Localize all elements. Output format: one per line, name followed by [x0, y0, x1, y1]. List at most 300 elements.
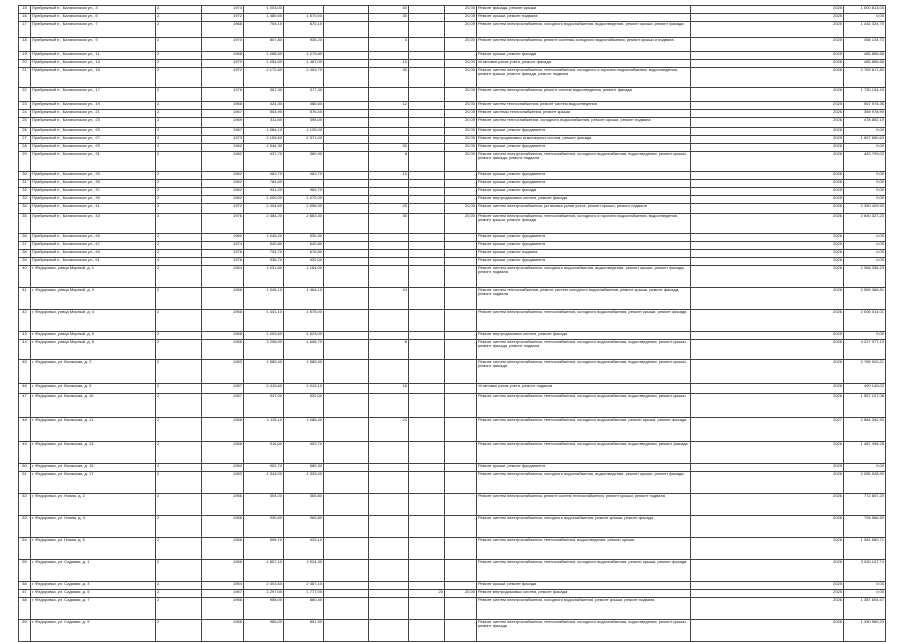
cell-cost: 2 463,70 [284, 68, 324, 88]
cell-col9: 20,00 [445, 110, 477, 118]
cell-col7 [369, 136, 409, 144]
cell-sum: 1 432 324,75 [844, 22, 886, 38]
cell-sum: 1 697 650,63 [844, 136, 886, 144]
cell-address: Прибрежный п., Балахонская ул., 47 [31, 242, 156, 250]
cell-sum: 4 227 077,10 [844, 340, 886, 360]
table-row [19, 258, 886, 266]
cell-address: Прибрежный п., Балахонская ул., 43 [31, 214, 156, 234]
cell-n: 47 [19, 394, 31, 418]
cell-floors: 2 [156, 110, 202, 118]
cell-cost: 1 777,00 [284, 590, 324, 598]
cell-floors: 2 [156, 188, 202, 196]
cell-col8 [409, 110, 445, 118]
cell-cost: 2 658,90 [284, 204, 324, 214]
cell-year: 1967 [202, 110, 244, 118]
cell-year: 1953 [202, 472, 244, 494]
cell-works: Ремонт крыши, ремонт фундамента [477, 180, 691, 188]
cell-area: 367,30 [244, 88, 284, 102]
cell-sum: 3 030 107,74 [844, 560, 886, 582]
cell-works: Установка узлов учета, ремонт подвала [477, 384, 691, 394]
cell-year: 1957 [202, 384, 244, 394]
cell-year: 1974 [202, 6, 244, 14]
table-row [19, 340, 886, 360]
cell-area: 330,60 [244, 516, 284, 538]
cell-col6 [324, 118, 369, 128]
cell-col7 [369, 472, 409, 494]
cell-n: 53 [19, 516, 31, 538]
cell-col7 [369, 196, 409, 204]
cell-col6 [324, 196, 369, 204]
cell-cost: 1 086,40 [284, 418, 324, 442]
cell-area: 986,00 [244, 620, 284, 642]
table-row [19, 196, 886, 204]
table-row [19, 102, 886, 110]
table-row [19, 464, 886, 472]
cell-sum: 1 387 604,47 [844, 598, 886, 620]
cell-col8 [409, 538, 445, 560]
cell-sum: 443 799,03 [844, 152, 886, 172]
cell-sum: 2 368 336,23 [844, 266, 886, 288]
cell-col7 [369, 394, 409, 418]
table-row [19, 38, 886, 52]
cell-col8 [409, 196, 445, 204]
table-row [19, 310, 886, 332]
cell-works: Ремонт систем электроснабжения, теплоснабжения, холодного водоснабжения, ремонт крыши, ремонт фасада [477, 418, 691, 442]
cell-works: Ремонт крыши, ремонт фундамента [477, 172, 691, 180]
cell-col9 [445, 494, 477, 516]
table-row [19, 234, 886, 242]
cell-col6 [324, 180, 369, 188]
cell-col6 [324, 22, 369, 38]
cell-col7 [369, 118, 409, 128]
cell-col6 [324, 310, 369, 332]
cell-col7 [369, 464, 409, 472]
cell-sum: 2 006 014,01 [844, 310, 886, 332]
cell-sum: 2 350 429,90 [844, 204, 886, 214]
cell-address: г. Федоровка, ул. Садовая, д. 3 [31, 582, 156, 590]
cell-col6 [324, 204, 369, 214]
cell-cost: 880,40 [284, 598, 324, 620]
cell-deadline: 2026 [691, 516, 844, 538]
cell-area: 424,30 [244, 102, 284, 110]
cell-works: Ремонт систем электроснабжения, теплоснабжения, холодного водоснабжения, водоотведения, ремонт крыши, ремонт фасада [477, 360, 691, 384]
cell-floors: 3 [156, 204, 202, 214]
cell-area: 1 000,00 [244, 196, 284, 204]
table-row [19, 288, 886, 310]
cell-floors: 2 [156, 418, 202, 442]
cell-address: г. Федоровка, ул. Новая, д. 2 [31, 494, 156, 516]
cell-area: 1 084,10 [244, 128, 284, 136]
cell-col9: 20,00 [445, 152, 477, 172]
cell-works: Ремонт систем электроснабжения, ремонт систем теплоснабжения, ремонт крыши, ремонт подвала [477, 494, 691, 516]
cell-col7 [369, 582, 409, 590]
cell-sum: 2 789 920,21 [844, 360, 886, 384]
cell-col6 [324, 250, 369, 258]
cell-sum: 1 730 134,43 [844, 88, 886, 102]
cell-address: г. Федоровка, ул. Садовая, д. 9 [31, 620, 156, 642]
cell-year: 1950 [202, 464, 244, 472]
cell-works: Ремонт систем электроснабжения, теплоснабжения, холодного водоснабжения, водоотведения, ремонт крыши [477, 394, 691, 418]
cell-col9 [445, 516, 477, 538]
cell-col8 [409, 442, 445, 464]
cell-col8 [409, 68, 445, 88]
cell-cost [284, 6, 324, 14]
cell-col8 [409, 464, 445, 472]
cell-col8 [409, 394, 445, 418]
cell-deadline: 2025 [691, 464, 844, 472]
cell-col7 [369, 494, 409, 516]
cell-floors: 2 [156, 68, 202, 88]
cell-col7 [369, 258, 409, 266]
cell-col8 [409, 136, 445, 144]
cell-floors: 2 [156, 494, 202, 516]
cell-cost [284, 180, 324, 188]
cell-floors: 2 [156, 266, 202, 288]
cell-address: г. Федоровка, улица Мирный, д. 3 [31, 288, 156, 310]
cell-year: 1972 [202, 68, 244, 88]
cell-sum: 0,00 [844, 188, 886, 196]
cell-cost: 365,80 [284, 516, 324, 538]
cell-n: 22 [19, 88, 31, 102]
cell-year: 1976 [202, 214, 244, 234]
cell-works: Ремонт внутридомовых систем, ремонт фасада [477, 332, 691, 340]
cell-col9 [445, 52, 477, 60]
cell-floors: 2 [156, 582, 202, 590]
cell-year: 1976 [202, 88, 244, 102]
cell-sum: 2 763 617,80 [844, 68, 886, 88]
cell-cost: 433,10 [284, 538, 324, 560]
cell-sum: 1 081 589,71 [844, 538, 886, 560]
cell-col6 [324, 152, 369, 172]
cell-area: 2 484,20 [244, 214, 284, 234]
cell-year: 1968 [202, 52, 244, 60]
table-row [19, 590, 886, 598]
cell-col7 [369, 188, 409, 196]
cell-n: 50 [19, 464, 31, 472]
table-row [19, 52, 886, 60]
cell-col8 [409, 332, 445, 340]
cell-address: г. Федоровка, улица Мирный, д. 4 [31, 310, 156, 332]
cell-cost: 969,70 [284, 188, 324, 196]
cell-sum: 0,00 [844, 14, 886, 22]
cell-works: Ремонт внутридомовых инженерных систем, ремонт фасада [477, 136, 691, 144]
cell-n: 55 [19, 560, 31, 582]
cell-col6 [324, 128, 369, 136]
cell-cost: 870,10 [284, 22, 324, 38]
cell-area: 807,80 [244, 38, 284, 52]
cell-col6 [324, 360, 369, 384]
cell-col7 [369, 442, 409, 464]
cell-col8 [409, 22, 445, 38]
table-row [19, 250, 886, 258]
table-row [19, 598, 886, 620]
cell-works: Ремонт систем электроснабжения, теплоснабжения, холодного водоснабжения, ремонт крыши, ремонт фасада [477, 310, 691, 332]
cell-area: 2 403,60 [244, 582, 284, 590]
cell-sum: 0,00 [844, 234, 886, 242]
cell-floors: 2 [156, 152, 202, 172]
cell-floors: 2 [156, 22, 202, 38]
cell-col9: 20,00 [445, 204, 477, 214]
cell-floors: 2 [156, 14, 202, 22]
cell-works: Ремонт крыши, ремонт фасада [477, 582, 691, 590]
cell-sum: 772 607,20 [844, 494, 886, 516]
cell-n: 15 [19, 6, 31, 14]
cell-cost: 935,20 [284, 38, 324, 52]
cell-col9 [445, 340, 477, 360]
cell-col7: 24 [369, 418, 409, 442]
cell-n: 18 [19, 38, 31, 52]
cell-deadline: 2026 [691, 394, 844, 418]
cell-address: г. Федоровка, ул. Новая, д. 4 [31, 516, 156, 538]
cell-works: Ремонт крыши, ремонт фундамента [477, 464, 691, 472]
table-row [19, 442, 886, 464]
cell-deadline: 2026 [691, 152, 844, 172]
cell-col7: 30 [369, 14, 409, 22]
cell-cost: 432,00 [284, 258, 324, 266]
cell-address: г. Федоровка, ул. Садовая, д. 1 [31, 560, 156, 582]
cell-n: 30 [19, 172, 31, 180]
cell-col6 [324, 494, 369, 516]
cell-n: 21 [19, 68, 31, 88]
cell-floors: 2 [156, 242, 202, 250]
cell-deadline: 2025 [691, 52, 844, 60]
cell-sum: 478 852,19 [844, 118, 886, 128]
cell-floors: 2 [156, 196, 202, 204]
housing-table [18, 5, 886, 642]
cell-floors: 2 [156, 288, 202, 310]
cell-area: 2 297,00 [244, 590, 284, 598]
cell-area: 2 106,60 [244, 136, 284, 144]
cell-cost: 2 487,10 [284, 582, 324, 590]
cell-sum: 456 134,73 [844, 38, 886, 52]
cell-deadline: 2026 [691, 118, 844, 128]
cell-area: 2 404,60 [244, 204, 284, 214]
cell-cost: 453,70 [284, 442, 324, 464]
table-row [19, 242, 886, 250]
cell-col9: 20,00 [445, 88, 477, 102]
cell-floors: 2 [156, 598, 202, 620]
cell-col7: 30 [369, 144, 409, 152]
cell-address: Прибрежный п., Балахонская ул., 7 [31, 22, 156, 38]
cell-col6 [324, 6, 369, 14]
table-row [19, 68, 886, 88]
cell-address: г. Федоровка, ул. Волжская, д. 11 [31, 418, 156, 442]
cell-n: 54 [19, 538, 31, 560]
table-row [19, 88, 886, 102]
table-row [19, 538, 886, 560]
cell-col7 [369, 88, 409, 102]
cell-address: Прибрежный п., Балахонская ул., 33 [31, 172, 156, 180]
cell-col8 [409, 472, 445, 494]
table-row [19, 152, 886, 172]
cell-year: 1956 [202, 598, 244, 620]
cell-col9: 20,00 [445, 128, 477, 136]
cell-col9 [445, 172, 477, 180]
cell-floors: 2 [156, 332, 202, 340]
cell-deadline: 2026 [691, 310, 844, 332]
cell-area: 1 045,20 [244, 234, 284, 242]
cell-col8 [409, 384, 445, 394]
cell-n: 56 [19, 582, 31, 590]
cell-col7: 30 [369, 68, 409, 88]
cell-n: 58 [19, 598, 31, 620]
cell-works: Ремонт крыши, ремонт подвала [477, 14, 691, 22]
spreadsheet [18, 5, 885, 642]
cell-n: 17 [19, 22, 31, 38]
cell-area: 553,90 [244, 110, 284, 118]
cell-sum: 1 500 813,00 [844, 6, 886, 14]
cell-col6 [324, 332, 369, 340]
cell-col7: 10 [369, 60, 409, 68]
cell-col6 [324, 442, 369, 464]
cell-n: 43 [19, 332, 31, 340]
cell-deadline: 2025 [691, 332, 844, 340]
cell-col7 [369, 598, 409, 620]
cell-col8 [409, 152, 445, 172]
cell-n: 25 [19, 118, 31, 128]
cell-n: 32 [19, 188, 31, 196]
cell-col9 [445, 310, 477, 332]
cell-col9 [445, 384, 477, 394]
cell-col8 [409, 418, 445, 442]
cell-deadline: 2026 [691, 472, 844, 494]
cell-col8 [409, 188, 445, 196]
cell-area: 947,00 [244, 394, 284, 418]
cell-col7: 8 [369, 152, 409, 172]
cell-area: 916,00 [244, 442, 284, 464]
cell-col9: 20,00 [445, 14, 477, 22]
cell-floors: 2 [156, 52, 202, 60]
cell-n: 39 [19, 258, 31, 266]
table-row [19, 6, 886, 14]
table-row [19, 22, 886, 38]
cell-deadline: 2026 [691, 214, 844, 234]
cell-deadline: 2026 [691, 234, 844, 242]
cell-area: 754,10 [244, 22, 284, 38]
cell-floors: 2 [156, 234, 202, 242]
cell-col7 [369, 250, 409, 258]
cell-deadline: 2026 [691, 180, 844, 188]
cell-col8 [409, 340, 445, 360]
cell-sum: 0,00 [844, 128, 886, 136]
cell-deadline: 2026 [691, 172, 844, 180]
cell-deadline: 2025 [691, 196, 844, 204]
cell-col8 [409, 60, 445, 68]
cell-cost: 1 464,10 [284, 288, 324, 310]
cell-floors: 2 [156, 538, 202, 560]
cell-deadline: 2026 [691, 250, 844, 258]
cell-year: 1962 [202, 152, 244, 172]
cell-cost: 2 663,30 [284, 214, 324, 234]
cell-col6 [324, 464, 369, 472]
cell-address: Прибрежный п., Балахонская ул., 29 [31, 144, 156, 152]
cell-area: 1 031,60 [244, 266, 284, 288]
cell-col6 [324, 102, 369, 110]
table-row [19, 394, 886, 418]
cell-area: 3 298,50 [244, 340, 284, 360]
cell-col7 [369, 52, 409, 60]
cell-deadline: 2026 [691, 598, 844, 620]
cell-address: Прибрежный п., Балахонская ул., 31 [31, 152, 156, 172]
cell-floors: 2 [156, 118, 202, 128]
cell-sum: 0,00 [844, 242, 886, 250]
cell-deadline: 2026 [691, 384, 844, 394]
cell-works: Ремонт систем электроснабжения, теплоснабжения, холодного водоснабжения, водоотведения, ремонт крыши, ремонт фасада [477, 620, 691, 642]
cell-col7 [369, 332, 409, 340]
cell-address: Прибрежный п., Балахонская ул., 27 [31, 136, 156, 144]
cell-works: Ремонт систем электроснабжения, теплоснабжения, холодного водоснабжения, водоотведения, ремонт крыши, ремонт фасада, ремонт подвала [477, 152, 691, 172]
cell-col9: 20,00 [445, 214, 477, 234]
cell-col9 [445, 258, 477, 266]
cell-sum: 2 055 928,90 [844, 472, 886, 494]
cell-col6 [324, 472, 369, 494]
cell-area: 1 441,10 [244, 310, 284, 332]
cell-address: Прибрежный п., Балахонская ул., 17 [31, 88, 156, 102]
cell-area: 952,70 [244, 464, 284, 472]
cell-cost: 676,80 [284, 250, 324, 258]
cell-deadline: 2025 [691, 38, 844, 52]
cell-area: 437,70 [244, 152, 284, 172]
cell-area: 1 857,10 [244, 560, 284, 582]
cell-n: 52 [19, 494, 31, 516]
cell-cost: 2 371,00 [284, 136, 324, 144]
cell-year: 1962 [202, 188, 244, 196]
cell-n: 29 [19, 152, 31, 172]
table-row [19, 266, 886, 288]
cell-address: Прибрежный п., Балахонская ул., 9 [31, 38, 156, 52]
cell-year: 1974 [202, 242, 244, 250]
cell-n: 26 [19, 128, 31, 136]
table-body [19, 6, 886, 642]
cell-year: 1968 [202, 22, 244, 38]
cell-col6 [324, 560, 369, 582]
cell-col7 [369, 620, 409, 642]
cell-address: Прибрежный п., Балахонская ул., 45 [31, 234, 156, 242]
cell-works: Ремонт систем электроснабжения, ремонт систем водоотведения, ремонт фасада [477, 88, 691, 102]
cell-col8 [409, 204, 445, 214]
cell-col9 [445, 360, 477, 384]
cell-cost: 2 924,30 [284, 560, 324, 582]
cell-n: 31 [19, 180, 31, 188]
cell-deadline: 2025 [691, 22, 844, 38]
cell-col8 [409, 52, 445, 60]
cell-works: Ремонт систем электроснабжения, теплоснабжения, холодного водоснабжения, ремонт крыши, ремонт фасада [477, 560, 691, 582]
cell-col8 [409, 88, 445, 102]
cell-address: г. Федоровка, ул. Волжская, д. 15 [31, 464, 156, 472]
cell-cost: 640,80 [284, 242, 324, 250]
cell-col6 [324, 582, 369, 590]
cell-cost: 576,40 [284, 110, 324, 118]
cell-col8 [409, 250, 445, 258]
cell-sum: 1 330 580,23 [844, 620, 886, 642]
cell-floors: 2 [156, 560, 202, 582]
cell-address: г. Федоровка, ул. Волжская, д. 5 [31, 384, 156, 394]
cell-address: Прибрежный п., Балахонская ул., 51 [31, 258, 156, 266]
cell-works: Ремонт систем электроснабжения, установка узлов учета, ремонт крыши, ремонт подвала [477, 204, 691, 214]
table-row [19, 582, 886, 590]
cell-n: 27 [19, 136, 31, 144]
cell-year: 1956 [202, 516, 244, 538]
cell-n: 48 [19, 418, 31, 442]
cell-floors: 2 [156, 6, 202, 14]
cell-col6 [324, 234, 369, 242]
cell-col9 [445, 188, 477, 196]
cell-col8 [409, 242, 445, 250]
cell-n: 24 [19, 110, 31, 118]
cell-col6 [324, 598, 369, 620]
table-row [19, 332, 886, 340]
cell-sum: 0,00 [844, 464, 886, 472]
